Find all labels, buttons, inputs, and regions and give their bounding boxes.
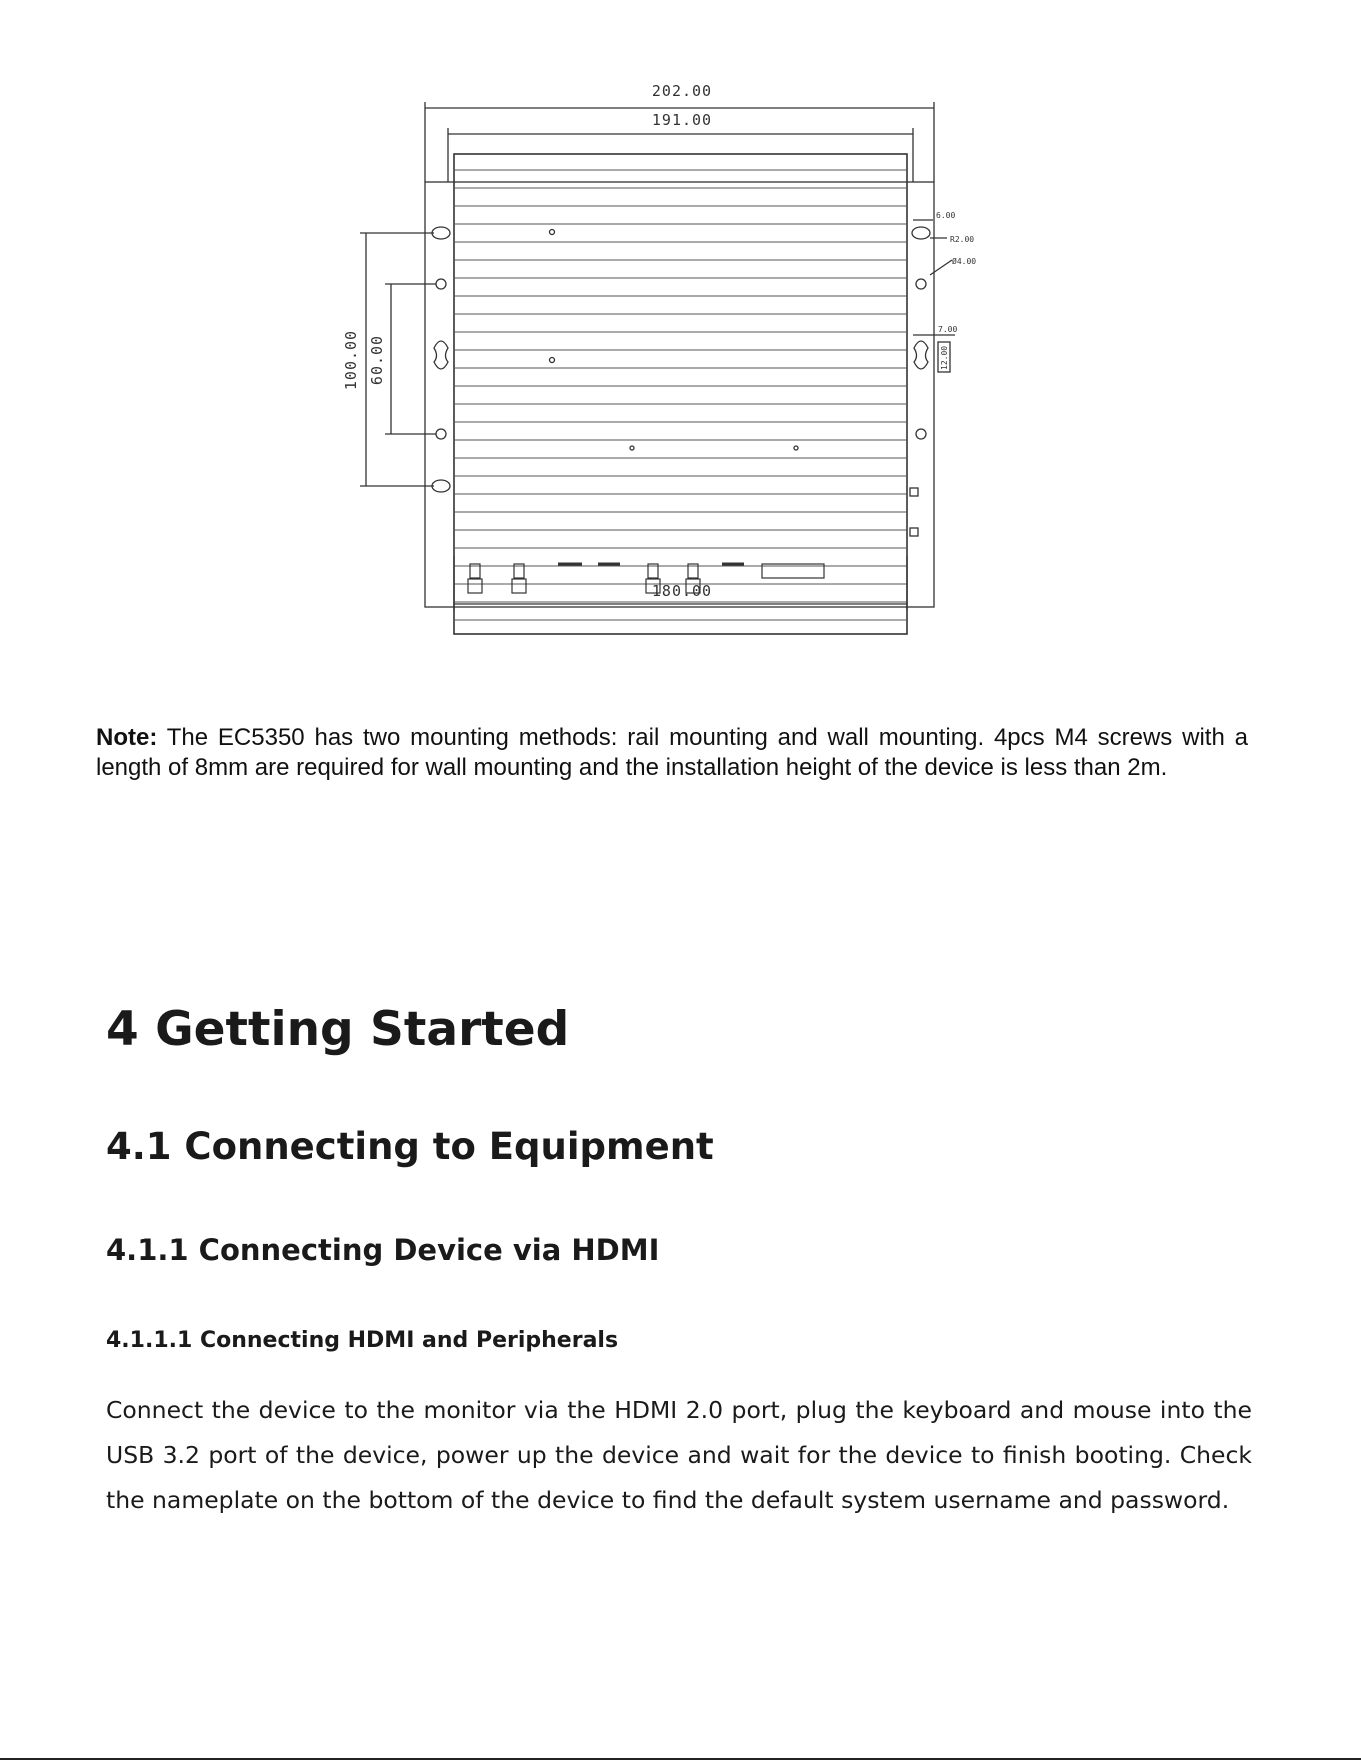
mechanical-drawing [330,70,1010,640]
footer-divider [0,1758,1361,1760]
dim-hole-diameter: Ø4.00 [952,257,977,266]
mounting-note [96,723,1248,783]
dim-body-width: 180.00 [651,582,713,600]
heading-hdmi-peripherals: 4.1.1.1 Connecting HDMI and Peripherals [106,1328,619,1353]
dim-inner-width: 191.00 [651,111,713,129]
dim-keyhole-height: 12.00 [940,345,949,370]
heading-connecting-hdmi: 4.1.1 Connecting Device via HDMI [106,1233,660,1267]
note-label: Note: [96,724,158,751]
mechanical-dimension-drawing-icon [330,70,1010,640]
note-text: The EC5350 has two mounting methods: rail mounting and wall mounting. 4pcs M4 screws with a length of 8mm are required for wall mounting and the installation height of the device is less than 2m. [96,724,1248,781]
heading-getting-started: 4 Getting Started [106,1002,570,1057]
dim-inner-height: 60.00 [368,334,386,386]
dim-keyhole-width: 7.00 [938,325,958,334]
dim-slot-width: 6.00 [936,211,956,220]
dim-outer-height: 100.00 [342,329,360,391]
dim-corner-radius: R2.00 [950,235,975,244]
heading-connecting-equipment: 4.1 Connecting to Equipment [106,1125,714,1168]
body-paragraph: Connect the device to the monitor via the HDMI 2.0 port, plug the keyboard and mouse into the USB 3.2 port of the device, power up the device and wait for the device to finish booting. Check the nameplate on the bottom of the device to find the default system username and password. [106,1396,1252,1514]
dim-overall-width: 202.00 [651,82,713,100]
